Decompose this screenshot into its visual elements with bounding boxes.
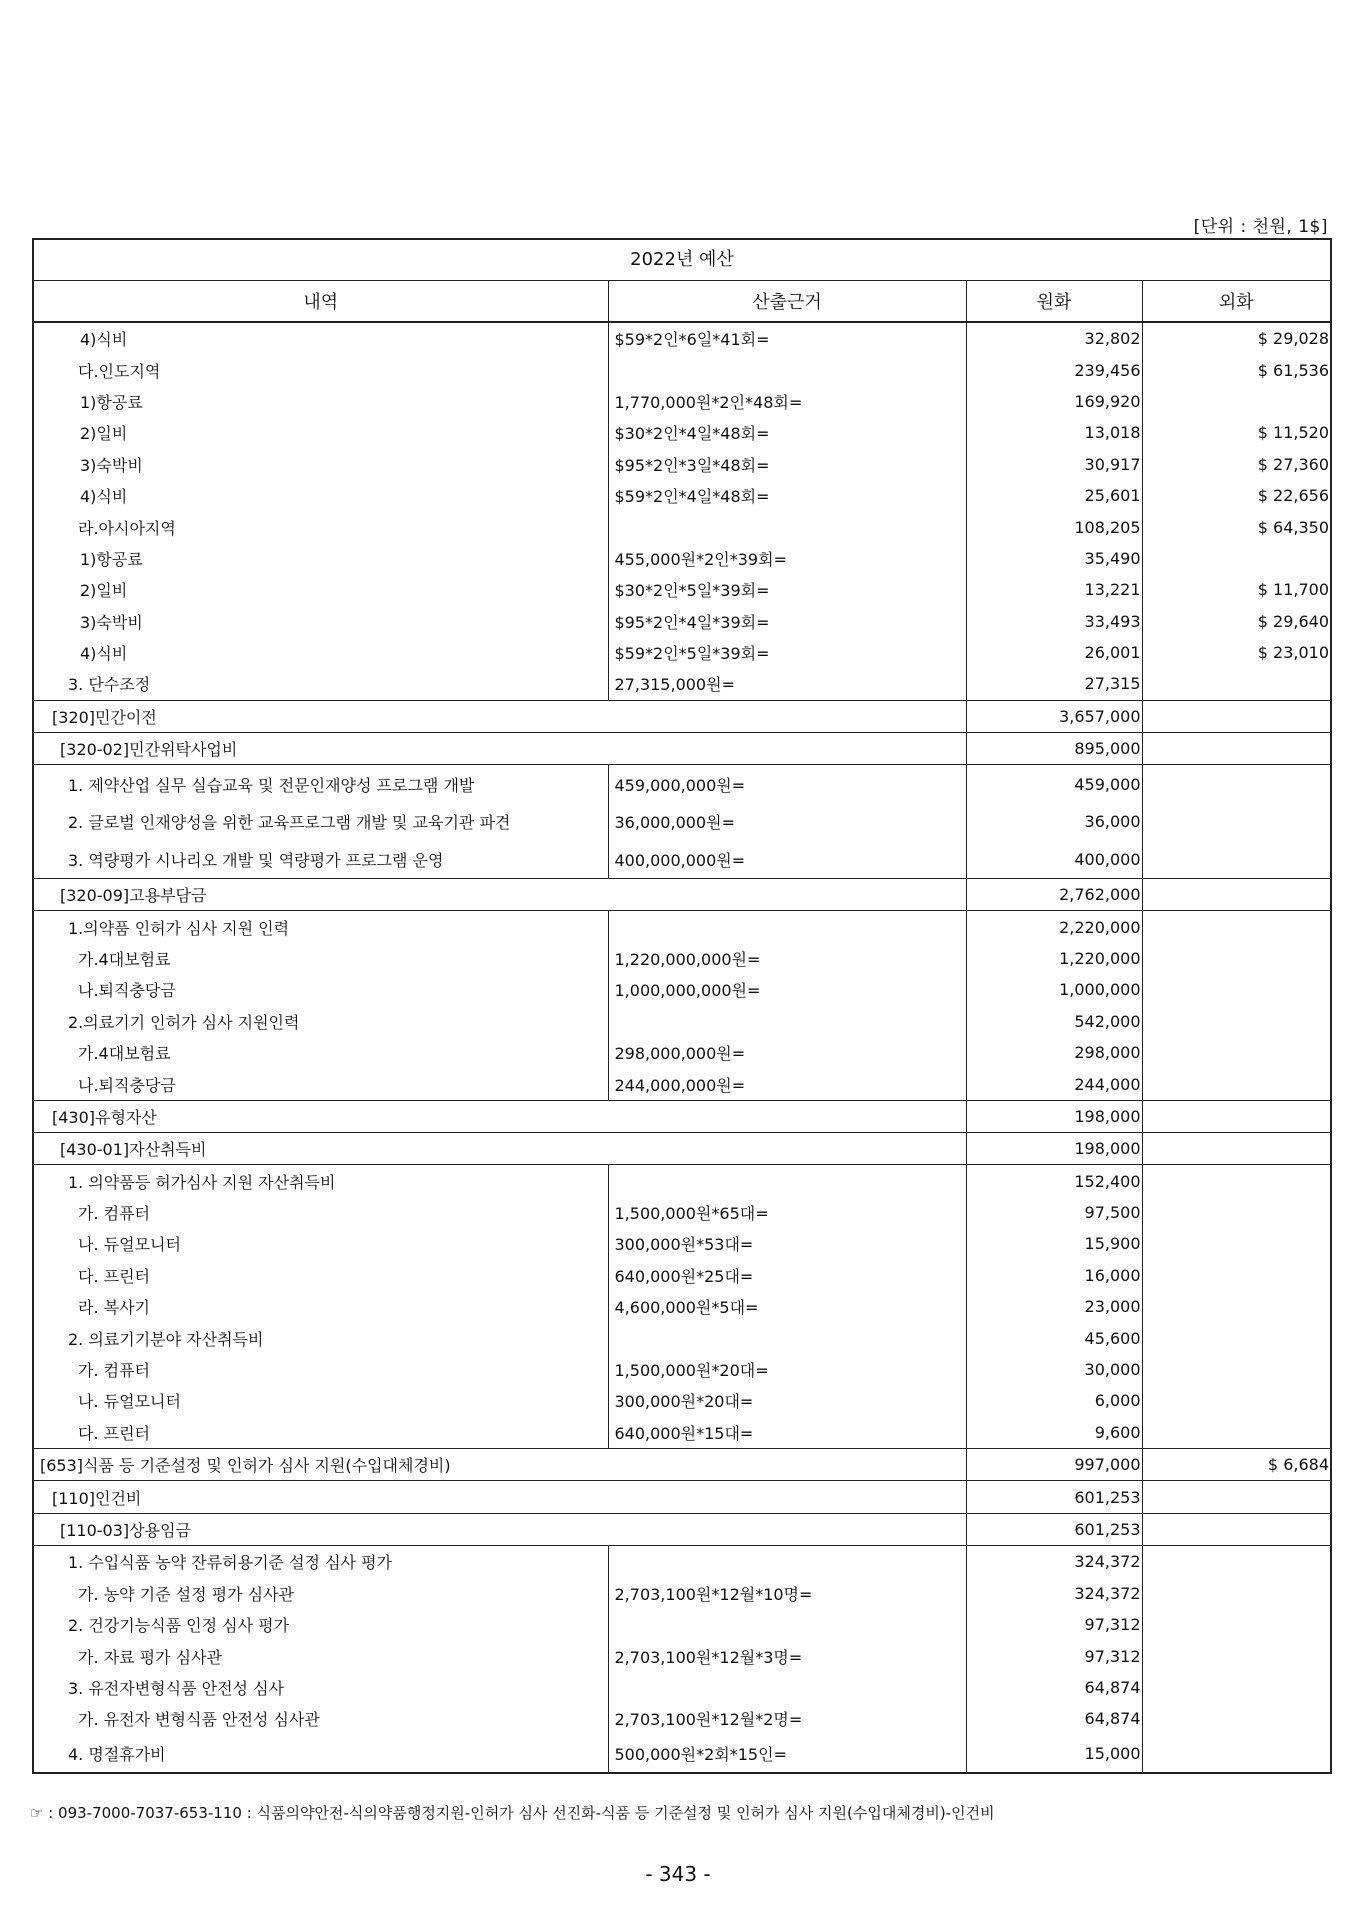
item-cell: [430]유형자산 — [34, 1100, 966, 1132]
krw-cell: 9,600 — [966, 1417, 1142, 1449]
foreign-cell — [1142, 1609, 1330, 1640]
krw-cell: 26,001 — [966, 637, 1142, 668]
foreign-cell — [1142, 1417, 1330, 1449]
table-row — [34, 606, 1330, 637]
item-cell: 1)항공료 — [34, 386, 608, 417]
item-cell: 4. 명절휴가비 — [34, 1735, 608, 1773]
foreign-cell — [1142, 1291, 1330, 1322]
krw-cell: 198,000 — [966, 1100, 1142, 1132]
header-foreign: 외화 — [1142, 281, 1330, 322]
foreign-cell — [1142, 1100, 1330, 1132]
table-row — [34, 480, 1330, 511]
foreign-cell — [1142, 1513, 1330, 1545]
item-cell: 나.퇴직충당금 — [34, 1068, 608, 1100]
krw-cell: 400,000 — [966, 840, 1142, 878]
basis-cell: 4,600,000원*5대= — [608, 1291, 966, 1322]
krw-cell: 15,900 — [966, 1228, 1142, 1259]
krw-cell: 459,000 — [966, 765, 1142, 803]
basis-cell: 400,000,000원= — [608, 840, 966, 878]
basis-cell — [608, 511, 966, 542]
table-row — [34, 322, 1330, 354]
basis-cell — [608, 1672, 966, 1703]
item-cell: 가.4대보험료 — [34, 943, 608, 974]
foreign-cell — [1142, 1578, 1330, 1609]
item-cell: 가. 자료 평가 심사관 — [34, 1640, 608, 1671]
table-row — [34, 1006, 1330, 1037]
table-row — [34, 765, 1330, 803]
item-cell: 3. 유전자변형식품 안전성 심사 — [34, 1672, 608, 1703]
foreign-cell — [1142, 543, 1330, 574]
krw-cell: 97,312 — [966, 1640, 1142, 1671]
foreign-cell — [1142, 1133, 1330, 1165]
basis-cell — [608, 354, 966, 385]
basis-cell: 2,703,100원*12월*2명= — [608, 1703, 966, 1734]
item-cell: 가. 유전자 변형식품 안전성 심사관 — [34, 1703, 608, 1734]
foreign-cell — [1142, 878, 1330, 910]
foreign-cell — [1142, 700, 1330, 732]
item-cell: 라. 복사기 — [34, 1291, 608, 1322]
item-cell: 가. 농약 기준 설정 평가 심사관 — [34, 1578, 608, 1609]
table-row — [34, 700, 1330, 732]
table-row — [34, 417, 1330, 448]
foreign-cell: $ 29,028 — [1257, 329, 1329, 349]
krw-cell: 97,312 — [966, 1609, 1142, 1640]
basis-cell: 500,000원*2회*15인= — [608, 1735, 966, 1773]
krw-cell: 542,000 — [966, 1006, 1142, 1037]
foreign-cell — [1142, 733, 1330, 765]
krw-cell: 895,000 — [966, 733, 1142, 765]
basis-cell: 1,500,000원*20대= — [608, 1354, 966, 1385]
basis-cell: $59*2인*5일*39회= — [608, 637, 966, 668]
item-cell: 4)식비 — [34, 637, 608, 668]
unit-label: [단위 : 천원, 1$] — [1193, 217, 1328, 237]
basis-cell — [608, 1006, 966, 1037]
table-row — [34, 1260, 1330, 1291]
basis-cell: 244,000,000원= — [608, 1068, 966, 1100]
foreign-cell: $ 22,656 — [1257, 486, 1329, 506]
foreign-cell — [1142, 1672, 1330, 1703]
item-cell: 다. 프린터 — [34, 1260, 608, 1291]
foreign-cell: $ 6,684 — [1142, 1449, 1330, 1481]
basis-cell: 300,000원*20대= — [608, 1385, 966, 1416]
krw-cell: 64,874 — [966, 1672, 1142, 1703]
foreign-cell: $ 11,520 — [1257, 423, 1329, 443]
basis-cell: $95*2인*3일*48회= — [608, 449, 966, 480]
foreign-cell — [1142, 1322, 1330, 1353]
table-row — [34, 1291, 1330, 1322]
basis-cell: 300,000원*53대= — [608, 1228, 966, 1259]
foreign-cell — [1142, 668, 1330, 700]
basis-cell: $30*2인*4일*48회= — [608, 417, 966, 448]
table-row — [34, 1735, 1330, 1773]
item-cell: [320-09]고용부담금 — [34, 878, 966, 910]
table-row — [34, 1228, 1330, 1259]
item-cell: [320]민간이전 — [34, 700, 966, 732]
table-row — [34, 637, 1330, 668]
basis-cell: 36,000,000원= — [608, 803, 966, 841]
krw-cell: 13,221 — [966, 574, 1142, 605]
item-cell: 3)숙박비 — [34, 606, 608, 637]
krw-cell: 2,762,000 — [966, 878, 1142, 910]
table-row — [34, 911, 1330, 943]
foreign-cell — [1142, 840, 1330, 878]
krw-cell: 1,220,000 — [966, 943, 1142, 974]
table-row — [34, 878, 1330, 910]
krw-cell: 169,920 — [966, 386, 1142, 417]
item-cell: 2. 건강기능식품 인정 심사 평가 — [34, 1609, 608, 1640]
basis-cell: 298,000,000원= — [608, 1037, 966, 1068]
table-row — [34, 1546, 1330, 1578]
header-krw: 원화 — [966, 281, 1142, 322]
table-row — [34, 1322, 1330, 1353]
foreign-cell — [1142, 1546, 1330, 1578]
krw-cell: 152,400 — [966, 1165, 1142, 1197]
foreign-cell — [1142, 1006, 1330, 1037]
budget-table — [34, 281, 1330, 1772]
table-row — [34, 386, 1330, 417]
basis-cell — [608, 1165, 966, 1197]
table-row — [34, 1672, 1330, 1703]
krw-cell: 1,000,000 — [966, 974, 1142, 1005]
item-cell: 2.의료기기 인허가 심사 지원인력 — [34, 1006, 608, 1037]
table-row — [34, 1417, 1330, 1449]
item-cell: [110]인건비 — [34, 1481, 966, 1513]
table-row — [34, 1165, 1330, 1197]
item-cell: [653]식품 등 기준설정 및 인허가 심사 지원(수입대체경비) — [34, 1449, 966, 1481]
item-cell: 1. 수입식품 농약 잔류허용기준 설정 심사 평가 — [34, 1546, 608, 1578]
table-row — [34, 511, 1330, 542]
basis-cell: 1,220,000,000원= — [608, 943, 966, 974]
item-cell: 다.인도지역 — [34, 354, 608, 385]
basis-cell: 1,770,000원*2인*48회= — [608, 386, 966, 417]
krw-cell: 25,601 — [966, 480, 1142, 511]
foreign-cell — [1142, 974, 1330, 1005]
table-row — [34, 1481, 1330, 1513]
foreign-cell — [1142, 1735, 1330, 1773]
item-cell: 2. 글로벌 인재양성을 위한 교육프로그램 개발 및 교육기관 파견 — [34, 803, 608, 841]
item-cell: 2)일비 — [34, 574, 608, 605]
basis-cell — [608, 1322, 966, 1353]
basis-cell: $59*2인*6일*41회= — [608, 322, 966, 354]
foreign-cell — [1142, 1703, 1330, 1734]
item-cell: 라.아시아지역 — [34, 511, 608, 542]
foreign-cell — [1142, 803, 1330, 841]
krw-cell: 324,372 — [966, 1578, 1142, 1609]
item-cell: 4)식비 — [34, 322, 608, 354]
item-cell: 4)식비 — [34, 480, 608, 511]
item-cell: [110-03]상용임금 — [34, 1513, 966, 1545]
table-row — [34, 803, 1330, 841]
basis-cell: $95*2인*4일*39회= — [608, 606, 966, 637]
table-row — [34, 1703, 1330, 1734]
foreign-cell — [1142, 1037, 1330, 1068]
basis-cell: 455,000원*2인*39회= — [608, 543, 966, 574]
basis-cell — [608, 1546, 966, 1578]
krw-cell: 298,000 — [966, 1037, 1142, 1068]
table-row — [34, 1609, 1330, 1640]
footnote: ☞ : 093-7000-7037-653-110 : 식품의약안전-식의약품행정지원-인허가 심사 선진화-식품 등 기준설정 및 인허가 심사 지원(수입대체경비)-인건비 — [30, 1804, 995, 1822]
item-cell: 2. 의료기기분야 자산취득비 — [34, 1322, 608, 1353]
page-number: - 343 - — [645, 1862, 711, 1886]
item-cell: 3. 단수조정 — [34, 668, 608, 700]
basis-cell — [608, 1609, 966, 1640]
foreign-cell — [1142, 1068, 1330, 1100]
krw-cell: 6,000 — [966, 1385, 1142, 1416]
table-row — [34, 733, 1330, 765]
foreign-cell — [1142, 1385, 1330, 1416]
item-cell: 1.의약품 인허가 심사 지원 인력 — [34, 911, 608, 943]
item-cell: 1. 의약품등 허가심사 지원 자산취득비 — [34, 1165, 608, 1197]
item-cell: 3)숙박비 — [34, 449, 608, 480]
foreign-cell — [1142, 1640, 1330, 1671]
item-cell: 2)일비 — [34, 417, 608, 448]
table-row — [34, 1197, 1330, 1228]
item-cell: 3. 역량평가 시나리오 개발 및 역량평가 프로그램 운영 — [34, 840, 608, 878]
krw-cell: 30,917 — [966, 449, 1142, 480]
foreign-cell — [1142, 1481, 1330, 1513]
krw-cell: 108,205 — [966, 511, 1142, 542]
foreign-cell: $ 27,360 — [1257, 454, 1329, 474]
item-cell: 가. 컴퓨터 — [34, 1354, 608, 1385]
krw-cell: 35,490 — [966, 543, 1142, 574]
table-row — [34, 668, 1330, 700]
basis-cell: 640,000원*15대= — [608, 1417, 966, 1449]
foreign-cell: $ 11,700 — [1257, 580, 1329, 600]
krw-cell: 23,000 — [966, 1291, 1142, 1322]
krw-cell: 324,372 — [966, 1546, 1142, 1578]
item-cell: 1. 제약산업 실무 실습교육 및 전문인재양성 프로그램 개발 — [34, 765, 608, 803]
table-row — [34, 1354, 1330, 1385]
item-cell: 나. 듀얼모니터 — [34, 1228, 608, 1259]
foreign-cell — [1142, 1165, 1330, 1197]
basis-cell: $59*2인*4일*48회= — [608, 480, 966, 511]
header-basis: 산출근거 — [608, 281, 966, 322]
foreign-cell — [1142, 943, 1330, 974]
foreign-cell — [1142, 1354, 1330, 1385]
table-row — [34, 943, 1330, 974]
table-row — [34, 574, 1330, 605]
basis-cell: 459,000,000원= — [608, 765, 966, 803]
table-row — [34, 543, 1330, 574]
foreign-cell — [1142, 1197, 1330, 1228]
table-row — [34, 1068, 1330, 1100]
item-cell: 나.퇴직충당금 — [34, 974, 608, 1005]
foreign-cell — [1142, 1228, 1330, 1259]
table-row — [34, 1133, 1330, 1165]
table-title: 2022년 예산 — [34, 240, 1330, 281]
header-item: 내역 — [34, 281, 608, 322]
krw-cell: 601,253 — [966, 1481, 1142, 1513]
krw-cell: 45,600 — [966, 1322, 1142, 1353]
item-cell: 나. 듀얼모니터 — [34, 1385, 608, 1416]
table-row — [34, 840, 1330, 878]
krw-cell: 33,493 — [966, 606, 1142, 637]
krw-cell: 16,000 — [966, 1260, 1142, 1291]
foreign-cell: $ 64,350 — [1257, 517, 1329, 537]
table-row — [34, 449, 1330, 480]
foreign-cell — [1142, 911, 1330, 943]
table-row — [34, 1449, 1330, 1481]
table-row — [34, 1385, 1330, 1416]
basis-cell: $30*2인*5일*39회= — [608, 574, 966, 605]
basis-cell: 2,703,100원*12월*10명= — [608, 1578, 966, 1609]
krw-cell: 601,253 — [966, 1513, 1142, 1545]
item-cell: [430-01]자산취득비 — [34, 1133, 966, 1165]
krw-cell: 239,456 — [966, 354, 1142, 385]
krw-cell: 244,000 — [966, 1068, 1142, 1100]
krw-cell: 15,000 — [966, 1735, 1142, 1773]
krw-cell: 27,315 — [966, 668, 1142, 700]
item-cell: 1)항공료 — [34, 543, 608, 574]
foreign-cell: $ 29,640 — [1257, 611, 1329, 631]
foreign-cell — [1142, 765, 1330, 803]
basis-cell: 1,500,000원*65대= — [608, 1197, 966, 1228]
krw-cell: 3,657,000 — [966, 700, 1142, 732]
item-cell: [320-02]민간위탁사업비 — [34, 733, 966, 765]
krw-cell: 97,500 — [966, 1197, 1142, 1228]
budget-table-frame — [32, 238, 1332, 1774]
item-cell: 가.4대보험료 — [34, 1037, 608, 1068]
krw-cell: 2,220,000 — [966, 911, 1142, 943]
krw-cell: 32,802 — [966, 322, 1142, 354]
item-cell: 가. 컴퓨터 — [34, 1197, 608, 1228]
basis-cell: 27,315,000원= — [608, 668, 966, 700]
header-row — [34, 281, 1330, 322]
krw-cell: 30,000 — [966, 1354, 1142, 1385]
krw-cell: 198,000 — [966, 1133, 1142, 1165]
table-row — [34, 1513, 1330, 1545]
table-row — [34, 1100, 1330, 1132]
krw-cell: 997,000 — [966, 1449, 1142, 1481]
foreign-cell — [1142, 386, 1330, 417]
krw-cell: 13,018 — [966, 417, 1142, 448]
foreign-cell: $ 61,536 — [1257, 360, 1329, 380]
basis-cell: 1,000,000,000원= — [608, 974, 966, 1005]
table-row — [34, 1578, 1330, 1609]
basis-cell: 640,000원*25대= — [608, 1260, 966, 1291]
foreign-cell: $ 23,010 — [1257, 643, 1329, 663]
table-row — [34, 1640, 1330, 1671]
basis-cell: 2,703,100원*12월*3명= — [608, 1640, 966, 1671]
table-row — [34, 974, 1330, 1005]
item-cell: 다. 프린터 — [34, 1417, 608, 1449]
table-row — [34, 1037, 1330, 1068]
krw-cell: 36,000 — [966, 803, 1142, 841]
table-row — [34, 354, 1330, 385]
foreign-cell — [1142, 1260, 1330, 1291]
basis-cell — [608, 911, 966, 943]
krw-cell: 64,874 — [966, 1703, 1142, 1734]
